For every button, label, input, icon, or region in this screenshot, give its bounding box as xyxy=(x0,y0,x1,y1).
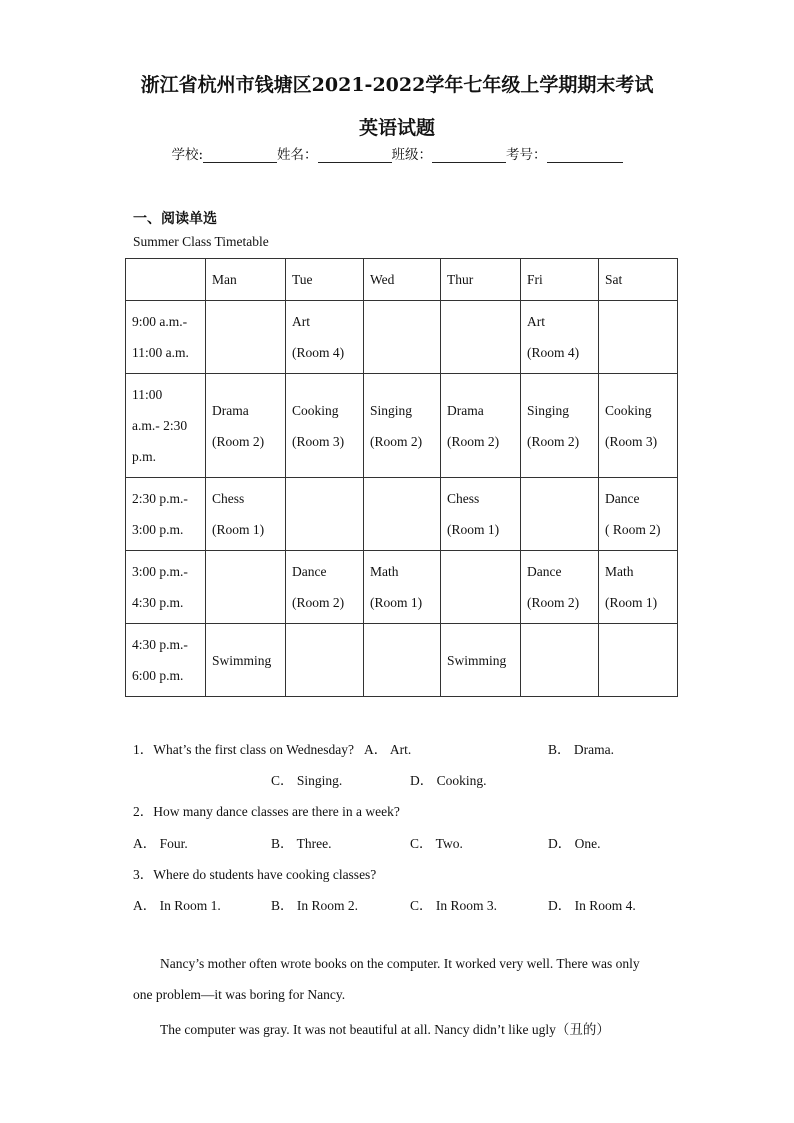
class-cell xyxy=(599,374,678,478)
class-name: Singing xyxy=(527,402,570,418)
class-cell xyxy=(521,478,599,551)
class-cell xyxy=(521,551,599,624)
class-name: Dance xyxy=(292,564,327,579)
class-cell xyxy=(364,478,441,551)
class-cell xyxy=(599,624,678,697)
class-cell xyxy=(364,301,441,374)
class-cell xyxy=(286,551,364,624)
timetable-row xyxy=(126,374,678,478)
time-slot-cell xyxy=(126,301,206,374)
class-room: (Room 1) xyxy=(370,595,423,610)
class-cell xyxy=(286,301,364,374)
class-name: Drama xyxy=(212,402,249,418)
class-room: (Room 1) xyxy=(447,522,500,537)
time-slot-line: 4:30 p.m.- xyxy=(132,637,188,652)
class-cell xyxy=(599,301,678,374)
class-cell xyxy=(206,551,286,624)
time-slot-cell xyxy=(126,478,206,551)
class-cell xyxy=(521,624,599,697)
day-header: Fri xyxy=(521,259,599,301)
class-room: (Room 2) xyxy=(212,433,265,449)
question-2-option-d[interactable]: D． One. xyxy=(548,836,601,851)
class-cell xyxy=(206,624,286,697)
time-slot-line: 6:00 p.m. xyxy=(132,668,184,683)
class-cell xyxy=(441,374,521,478)
question-2-option-a[interactable]: A． Four. xyxy=(133,836,188,851)
class-cell xyxy=(206,301,286,374)
time-slot-line: a.m.- 2:30 xyxy=(132,418,188,433)
class-name: Swimming xyxy=(447,652,507,668)
class-blank[interactable] xyxy=(432,147,506,163)
timetable-row xyxy=(126,478,678,551)
class-name: Drama xyxy=(447,402,484,418)
passage-line-2: one problem—it was boring for Nancy. xyxy=(133,987,346,1002)
class-cell xyxy=(364,624,441,697)
school-label: 学校: xyxy=(171,147,204,163)
class-cell xyxy=(599,551,678,624)
number-blank[interactable] xyxy=(547,147,623,163)
time-slot-line: 11:00 xyxy=(132,387,163,402)
question-3-option-d[interactable]: D． In Room 4. xyxy=(548,898,636,913)
time-slot-line: 9:00 a.m.- xyxy=(132,314,188,329)
class-cell xyxy=(364,374,441,478)
class-cell xyxy=(441,551,521,624)
class-cell xyxy=(521,374,599,478)
class-cell xyxy=(286,624,364,697)
time-slot-cell xyxy=(126,551,206,624)
class-name: Dance xyxy=(527,564,562,579)
timetable-caption: Summer Class Timetable xyxy=(133,234,269,249)
class-cell xyxy=(286,478,364,551)
name-blank[interactable] xyxy=(318,147,392,163)
name-label: 姓名： xyxy=(277,147,318,163)
class-room: (Room 4) xyxy=(292,345,345,360)
class-name: Math xyxy=(605,564,634,579)
class-room: (Room 3) xyxy=(605,433,658,449)
class-name: Cooking xyxy=(292,402,339,418)
class-room: (Room 3) xyxy=(292,433,345,449)
time-slot-line: 2:30 p.m.- xyxy=(132,491,188,506)
timetable-row xyxy=(126,301,678,374)
school-blank[interactable] xyxy=(203,147,277,163)
class-room: (Room 1) xyxy=(605,595,658,610)
page-subtitle: 英语试题 xyxy=(358,117,435,139)
time-slot-line: 4:30 p.m. xyxy=(132,595,184,610)
class-cell xyxy=(441,301,521,374)
time-slot-cell xyxy=(126,624,206,697)
day-header: Sat xyxy=(599,259,678,301)
timetable xyxy=(125,258,678,697)
question-3-stem: 3．Where do students have cooking classes? xyxy=(133,867,377,882)
question-2-stem: 2．How many dance classes are there in a week? xyxy=(133,804,400,819)
question-3-option-a[interactable]: A． In Room 1. xyxy=(133,898,221,913)
class-name: Chess xyxy=(212,491,245,506)
day-header: Wed xyxy=(364,259,441,301)
class-cell xyxy=(206,478,286,551)
class-cell xyxy=(441,478,521,551)
class-name: Art xyxy=(527,314,545,329)
question-1-stem: 1．What’s the first class on Wednesday? xyxy=(133,742,354,757)
page-title: 浙江省杭州市钱塘区2021-2022学年七年级上学期期末考试 xyxy=(140,74,654,96)
class-cell xyxy=(206,374,286,478)
timetable-corner-cell xyxy=(126,259,206,301)
day-header: Man xyxy=(206,259,286,301)
student-info-line xyxy=(0,143,794,163)
day-header: Thur xyxy=(441,259,521,301)
passage-line-1: Nancy’s mother often wrote books on the computer. It worked very well. There was only xyxy=(160,956,640,971)
timetable-row xyxy=(126,551,678,624)
question-3-option-c[interactable]: C． In Room 3. xyxy=(410,898,498,913)
class-name: Art xyxy=(292,314,310,329)
day-header: Tue xyxy=(286,259,364,301)
timetable-header-row xyxy=(126,259,678,301)
class-room: (Room 1) xyxy=(212,522,265,537)
class-label: 班级： xyxy=(391,147,433,163)
class-room: (Room 2) xyxy=(527,595,580,610)
time-slot-line: p.m. xyxy=(132,449,157,464)
class-name: Dance xyxy=(605,491,640,506)
class-cell xyxy=(441,624,521,697)
time-slot-line: 11:00 a.m. xyxy=(132,345,189,360)
class-cell xyxy=(286,374,364,478)
class-name: Math xyxy=(370,564,399,579)
class-name: Cooking xyxy=(605,402,652,418)
passage-line-3: The computer was gray. It was not beautiful at all. Nancy didn’t like ugly（丑的） xyxy=(160,1022,610,1037)
class-room: (Room 2) xyxy=(447,433,500,449)
question-2-option-b[interactable]: B． Three. xyxy=(271,836,332,851)
class-room: ( Room 2) xyxy=(605,522,661,537)
class-cell xyxy=(599,478,678,551)
time-slot-cell xyxy=(126,374,206,478)
section-title: 一、阅读单选 xyxy=(133,211,217,227)
number-label: 考号： xyxy=(506,147,547,163)
question-1-option-d[interactable]: D． Cooking. xyxy=(410,773,487,788)
class-room: (Room 2) xyxy=(527,433,580,449)
timetable-row xyxy=(126,624,678,697)
class-name: Swimming xyxy=(212,652,272,668)
class-name: Singing xyxy=(370,402,413,418)
question-1-option-a[interactable]: A． Art. xyxy=(364,742,412,757)
question-2-option-c[interactable]: C． Two. xyxy=(410,836,463,851)
question-1-option-c[interactable]: C． Singing. xyxy=(271,773,343,788)
class-cell xyxy=(521,301,599,374)
class-room: (Room 2) xyxy=(292,595,345,610)
class-name: Chess xyxy=(447,491,480,506)
class-room: (Room 4) xyxy=(527,345,580,360)
time-slot-line: 3:00 p.m.- xyxy=(132,564,188,579)
question-3-option-b[interactable]: B． In Room 2. xyxy=(271,898,359,913)
time-slot-line: 3:00 p.m. xyxy=(132,522,184,537)
class-cell xyxy=(364,551,441,624)
question-1-option-b[interactable]: B． Drama. xyxy=(548,742,614,757)
class-room: (Room 2) xyxy=(370,433,423,449)
